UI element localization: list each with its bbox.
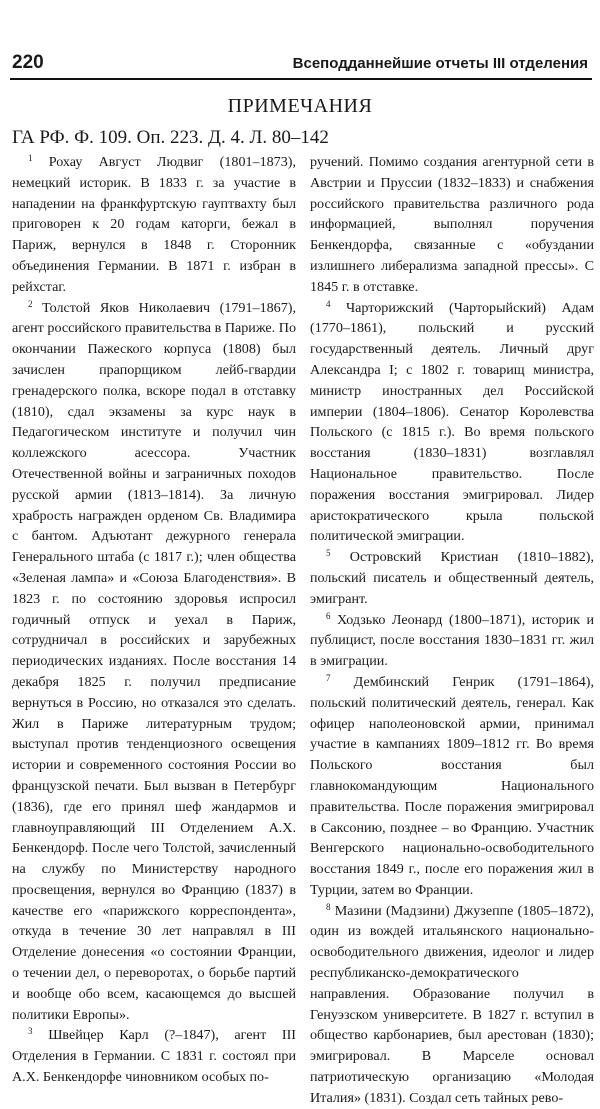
footnote-number: 3 — [28, 1026, 33, 1037]
footnote-text: Мазини (Мадзини) Джузеппе (1805–1872), один из вождей итальянского национально-освободительного движения, идеолог и лидер республиканско-демократического направления. Образование получил в Генуэзском университете. В 1827 г. вступил в общество карбонариев, был арестован (1830); эмигрировал. В Марселе основал патриотическую организацию «Молодая Италия» (1831). Создал сеть тайных рево- — [310, 902, 594, 1106]
footnote — [310, 672, 594, 901]
footnote — [310, 610, 594, 672]
footnote-text: ручений. Помимо создания агентурной сети в Австрии и Пруссии (1832–1833) и снабжения российского правительства различного рода информацией, выполнял поручения Бенкендорфа, связанные с «обуздании излишнего либерализма западной прессы». С 1845 г. в отставке. — [310, 154, 594, 295]
footnote — [12, 1025, 296, 1087]
footnote-text: Дембинский Генрик (1791–1864), польский политический деятель, генерал. Как офицер наполеоновской армии, принимал участие в кампаниях 1809–1812 гг. Во время Польского восстания был главнокомандующим Национального правительства. После поражения эмигрировал в Саксонию, позднее – во Францию. Участник Венгерского национально-освободительного восстания 1849 г., после его поражения жил в Турции, затем во Франции. — [310, 673, 594, 898]
footnote — [12, 152, 296, 298]
footnote-number: 5 — [326, 548, 331, 559]
footnote-text: Ходзько Леонард (1800–1871), историк и публицист, после восстания 1830–1831 гг. жил в эмиграции. — [310, 611, 594, 670]
footnote-text: Рохау Август Людвиг (1801–1873), немецкий историк. В 1833 г. за участие в нападении на франкфуртскую гауптвахту был приговорен к 20 годам каторги, бежал в Париж, вернулся в 1848 г. Сторонник объединения Германии. В 1871 г. избран в рейхстаг. — [12, 154, 296, 295]
footnote — [310, 547, 594, 609]
footnote-number: 6 — [326, 610, 331, 621]
footnote-number: 4 — [326, 298, 331, 309]
footnote — [310, 901, 594, 1109]
footnote — [12, 298, 296, 1026]
footnote-continuation — [310, 152, 594, 298]
archive-source-reference: ГА РФ. Ф. 109. Оп. 223. Д. 4. Л. 80–142 — [12, 127, 329, 148]
footnote-text: Толстой Яков Николаевич (1791–1867), агент российского правительства в Париже. По окончании Пажеского корпуса (1808) был зачислен прапорщиком лейб-гвардии гренадерского полка, вскоре подал в отставку (1810), сдал экзамены за курс наук в Педагогическом институте и получил чин коллежского асессора. Участник Отечественной войны и заграничных походов русской армии (1813–1814). За личную храбрость награжден орденом Св. Владимира с бантом. Адъютант дежурного генерала Генерального штаба (с 1817 г.); член общества «Зеленая лампа» и «Союза Благоденствия». В 1823 г. по состоянию здоровья испросил годичный отпуск и уехал в Париж, сотрудничал в российских и зарубежных периодических изданиях. После восстания 14 декабря 1825 г. получил предписание вернуться в Россию, но отказался это сделать. Жил в Париже литературным трудом; выступал против тенденциозного освещения истории и современного состояния России во французской печати. Был вызван в Петербург (1836), где его принял шеф жандармов и главноуправляющий III Отделением А.Х. Бенкендорф. После чего Толстой, зачисленный на службу по Министерству народного просвещения, вернулся во Францию (1837) в качестве его «парижского корреспондента», откуда в течение 30 лет направлял в III Отделение донесения «о состоянии Франции, о течении дел, о переворотах, о борьбе партий и вообще обо всем, касающемся до высшей политики Европы». — [12, 299, 296, 1023]
page-number: 220 — [12, 52, 44, 73]
section-title: ПРИМЕЧАНИЯ — [227, 95, 373, 117]
running-title: Всеподданнейшие отчеты III отделения — [292, 55, 588, 72]
footnote-text: Чарторижский (Чарторыйский) Адам (1770–1861), польский и русский государственный деятель. Личный друг Александра I; с 1802 г. товарищ министра, министр иностранных дел Российской империи (1804–1806). Сенатор Королевства Польского (с 1815 г.). Во время польского восстания (1830–1831) возглавлял Национальное правительство. После поражения восстания эмигрировал. Лидер аристократического крыла польской политической эмиграции. — [310, 299, 594, 545]
footnote-number: 7 — [326, 672, 331, 683]
footnote-number: 1 — [28, 153, 33, 163]
footnote-text: Швейцер Карл (?–1847), агент III Отделения в Германии. С 1831 г. состоял при А.Х. Бенкендорфе чиновником особых по- — [12, 1027, 296, 1086]
footnote-text: Островский Кристиан (1810–1882), польский писатель и общественный деятель, эмигрант. — [310, 549, 594, 607]
right-column — [310, 152, 594, 1109]
footnote-number: 8 — [326, 901, 331, 912]
page-header — [10, 48, 592, 80]
footnote — [310, 298, 594, 548]
left-column — [12, 152, 296, 1088]
footnote-number: 2 — [28, 298, 33, 309]
